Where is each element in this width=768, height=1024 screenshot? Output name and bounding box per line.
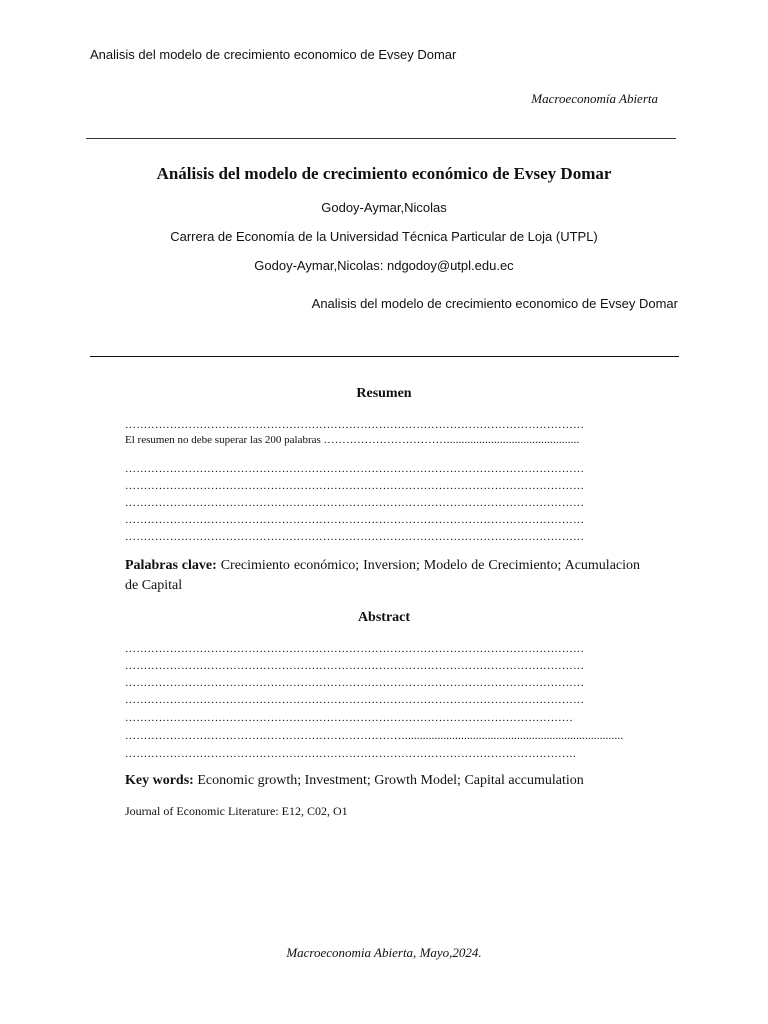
palabras-clave-label: Palabras clave: [125, 558, 217, 573]
jel-classification: Journal of Economic Literature: E12, C02, O1 [125, 804, 348, 818]
author-contact: Godoy-Aymar,Nicolas: ndgodoy@utpl.edu.ec [254, 258, 514, 273]
abstract-heading: Abstract [357, 610, 411, 625]
page-footer [0, 945, 768, 961]
abstract-placeholder-line: …………………………………………………………………………………………………………… [125, 694, 585, 706]
abstract-placeholder-line: …………………………………………………………………………………………………………… [125, 643, 585, 655]
palabras-clave [125, 556, 640, 596]
resumen-word-limit-note [125, 434, 580, 446]
resumen-placeholder-line: …………………………………………………………………………………………………………… [125, 497, 585, 509]
author-affiliation: Carrera de Economía de la Universidad Técnica Particular de Loja (UTPL) [170, 229, 598, 244]
short-title: Analisis del modelo de crecimiento economico de Evsey Domar [311, 296, 678, 311]
abstract-placeholder-line: …………………………………………………………………………………………………………. [125, 748, 576, 760]
resumen-placeholder-line: …………………………………………………………………………………………………………… [125, 463, 585, 475]
key-words-list: Economic growth; Investment; Growth Model; Capital accumulation [197, 773, 584, 788]
abstract-placeholder-line: …………………………………………………………………………………………………………… [125, 677, 585, 689]
running-title: Analisis del modelo de crecimiento economico de Evsey Domar [90, 47, 457, 62]
footer-journal: Macroeconomia Abierta, [286, 945, 417, 960]
word-limit-text: El resumen no debe superar las 200 palabras [125, 434, 321, 446]
front-matter-divider [90, 356, 679, 357]
resumen-placeholder-line: …………………………………………………………………………………………………………… [125, 531, 585, 543]
abstract-placeholder-line: ………………………………………………………………………………………………………… [125, 712, 573, 724]
resumen-placeholder-line: …………………………………………………………………………………………………………… [125, 480, 585, 492]
resumen-heading: Resumen [356, 386, 412, 401]
key-words-label: Key words: [125, 773, 194, 788]
resumen-placeholder-line: …………………………………………………………………………………………………………… [125, 514, 585, 526]
author-name: Godoy-Aymar,Nicolas [321, 200, 447, 215]
abstract-placeholder-line: …………………………………………………………………………………………………………… [125, 660, 585, 672]
key-words [125, 773, 584, 789]
footer-date: Mayo,2024. [419, 945, 482, 960]
word-limit-fill: ……………………………............................................. [323, 434, 580, 446]
palabras-clave-list: Crecimiento económico; Inversion; Modelo de Crecimiento; Acumulacion de Capital [125, 558, 641, 593]
header-divider [86, 138, 676, 139]
journal-name: Macroeconomía Abierta [531, 91, 658, 106]
paper-title: Análisis del modelo de crecimiento económico de Evsey Domar [156, 164, 612, 183]
abstract-placeholder-line: ………………………………………………………………….......................................................................... [125, 730, 624, 742]
resumen-placeholder-line: …………………………………………………………………………………………………………… [125, 419, 585, 431]
